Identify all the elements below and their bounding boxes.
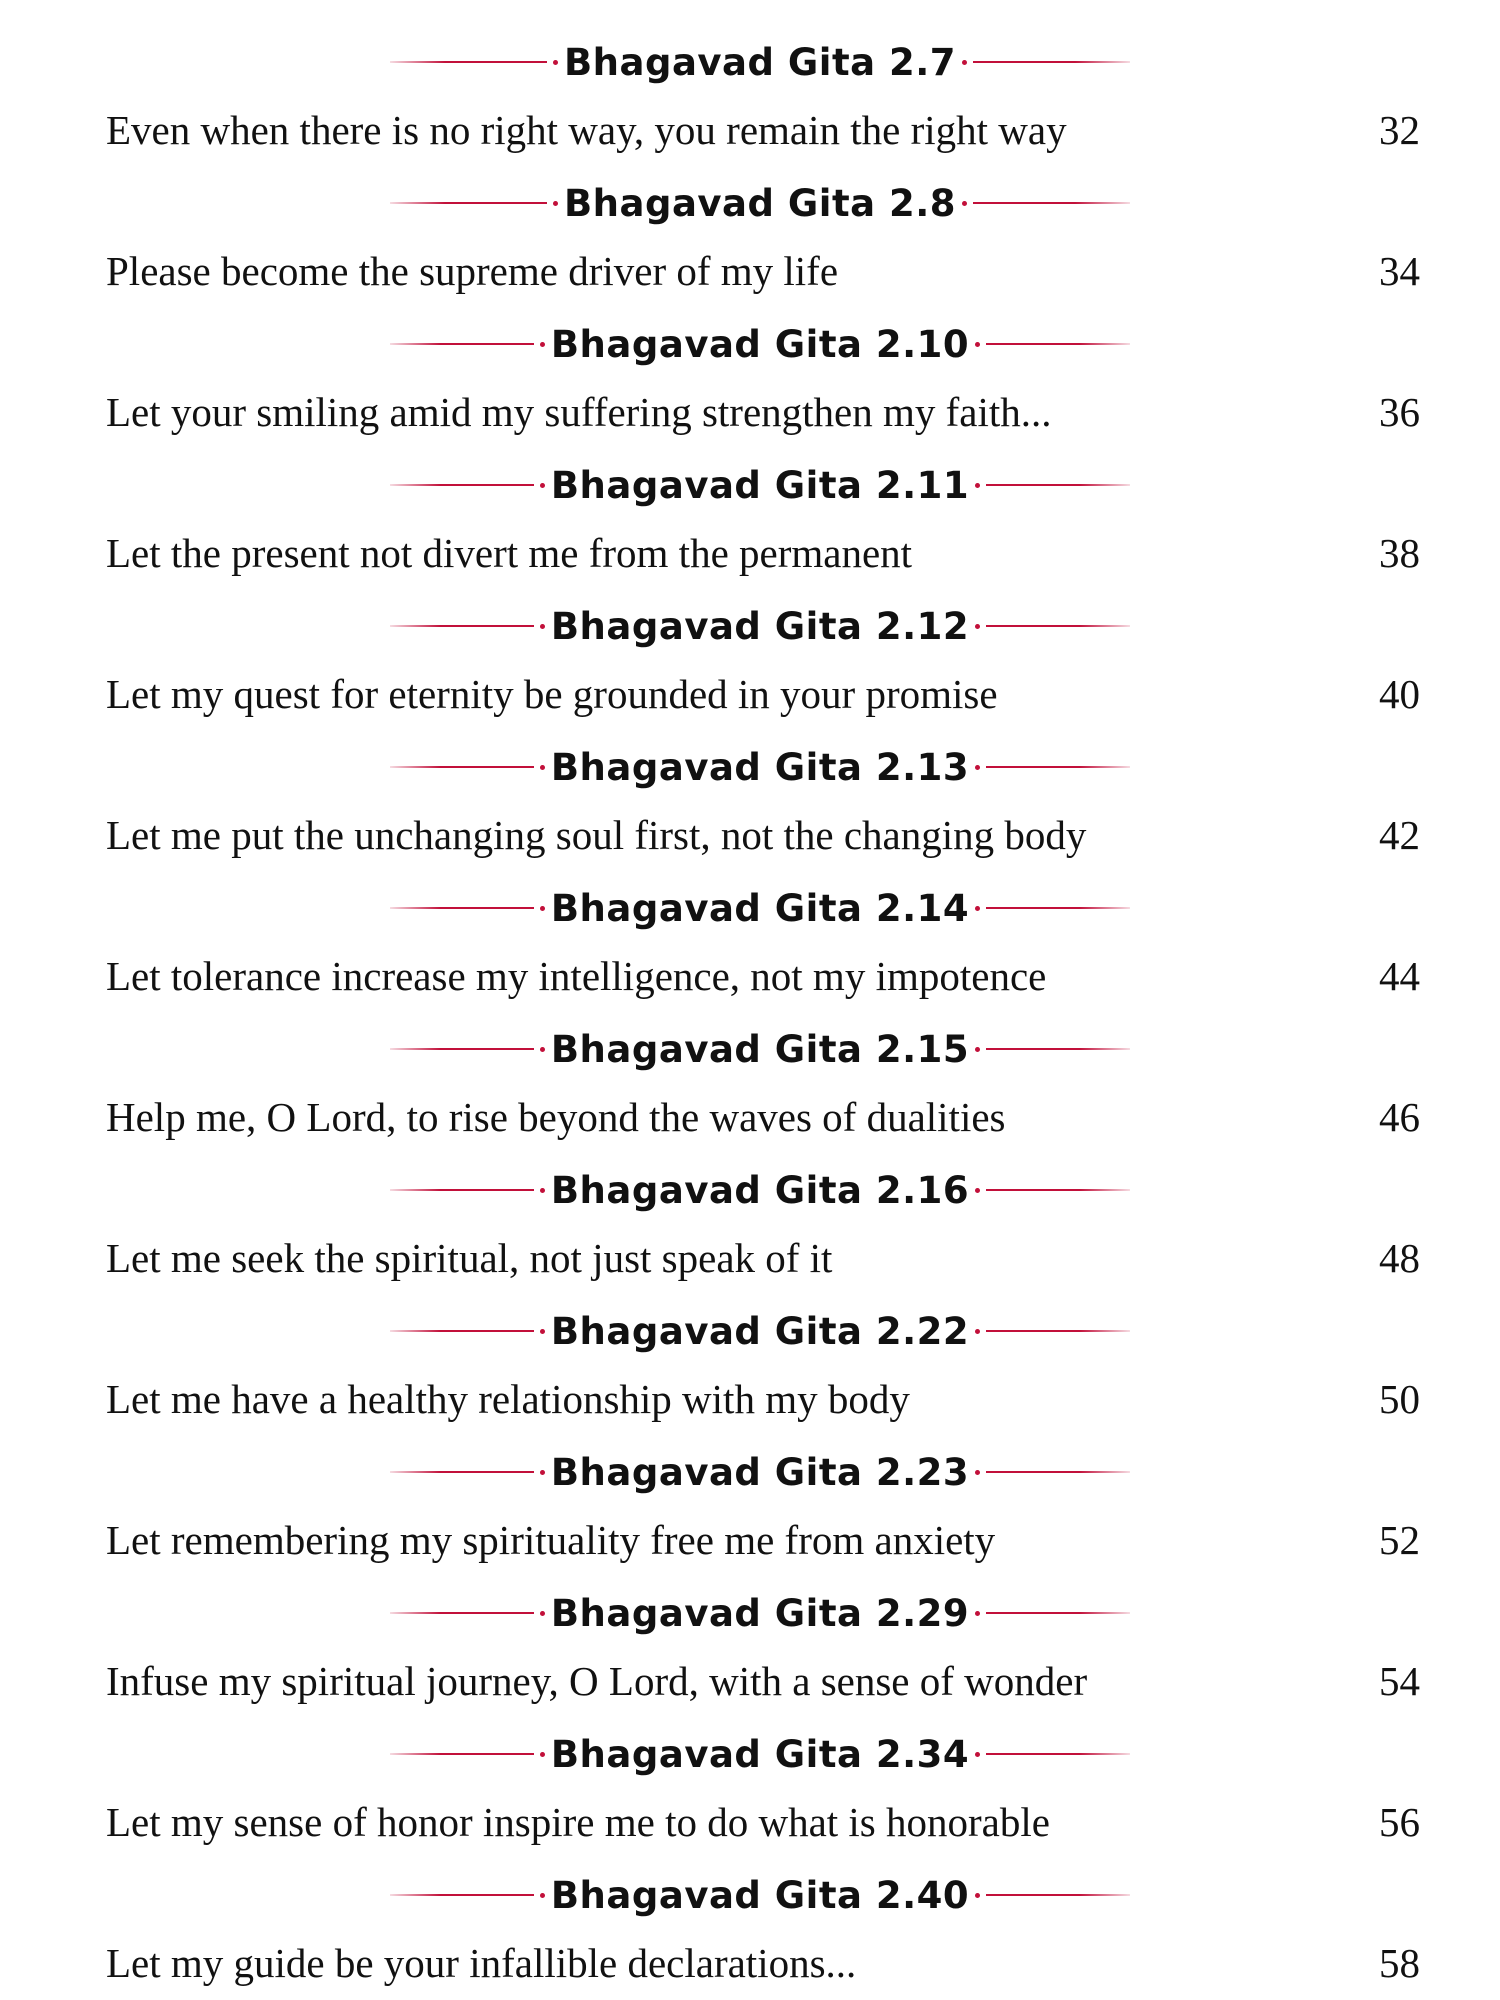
right-divider-rule bbox=[986, 1048, 1130, 1050]
bullet-dot bbox=[540, 765, 545, 770]
verse-heading bbox=[0, 1577, 1500, 1647]
verse-heading bbox=[0, 26, 1500, 96]
chapter-title: Let my quest for eternity be grounded in your promise bbox=[106, 671, 998, 717]
verse-heading bbox=[0, 1154, 1500, 1224]
toc-entry bbox=[0, 1436, 1500, 1577]
chapter-title: Help me, O Lord, to rise beyond the waves of dualities bbox=[106, 1094, 1006, 1140]
toc-entry bbox=[0, 731, 1500, 872]
left-divider-rule bbox=[390, 1330, 534, 1332]
chapter-title-row[interactable] bbox=[0, 1931, 1500, 1995]
verse-reference: Bhagavad Gita 2.11 bbox=[550, 463, 970, 507]
left-divider-rule bbox=[390, 766, 534, 768]
left-divider-rule bbox=[390, 1753, 534, 1755]
left-divider-rule bbox=[390, 1894, 534, 1896]
chapter-title: Infuse my spiritual journey, O Lord, with a sense of wonder bbox=[106, 1658, 1088, 1704]
left-divider-rule bbox=[390, 907, 534, 909]
chapter-title: Let me have a healthy relationship with my body bbox=[106, 1376, 910, 1422]
bullet-dot bbox=[975, 342, 980, 347]
bullet-dot bbox=[553, 201, 558, 206]
page-number: 42 bbox=[1379, 812, 1420, 858]
page-number: 52 bbox=[1379, 1517, 1420, 1563]
page-number: 32 bbox=[1379, 107, 1420, 153]
toc-entry bbox=[0, 1577, 1500, 1718]
left-divider-rule bbox=[390, 1189, 534, 1191]
toc-entry bbox=[0, 26, 1500, 167]
chapter-title-row[interactable] bbox=[0, 239, 1500, 303]
toc-entry bbox=[0, 449, 1500, 590]
chapter-title-row[interactable] bbox=[0, 944, 1500, 1008]
verse-heading bbox=[0, 167, 1500, 237]
right-divider-rule bbox=[986, 1753, 1130, 1755]
right-divider-rule bbox=[986, 766, 1130, 768]
bullet-dot bbox=[975, 1188, 980, 1193]
chapter-title-row[interactable] bbox=[0, 662, 1500, 726]
chapter-title: Let remembering my spirituality free me from anxiety bbox=[106, 1517, 996, 1563]
page-number: 54 bbox=[1379, 1658, 1420, 1704]
right-divider-rule bbox=[986, 343, 1130, 345]
right-divider-rule bbox=[973, 61, 1130, 63]
bullet-dot bbox=[975, 1047, 980, 1052]
verse-reference: Bhagavad Gita 2.8 bbox=[563, 181, 957, 225]
page-number: 34 bbox=[1379, 248, 1420, 294]
bullet-dot bbox=[962, 60, 967, 65]
right-divider-rule bbox=[986, 1330, 1130, 1332]
toc-entry bbox=[0, 1154, 1500, 1295]
bullet-dot bbox=[540, 624, 545, 629]
bullet-dot bbox=[540, 1752, 545, 1757]
bullet-dot bbox=[975, 765, 980, 770]
chapter-title: Please become the supreme driver of my life bbox=[106, 248, 839, 294]
page-number: 36 bbox=[1379, 389, 1420, 435]
chapter-title-row[interactable] bbox=[0, 1508, 1500, 1572]
page-number: 50 bbox=[1379, 1376, 1420, 1422]
bullet-dot bbox=[975, 1611, 980, 1616]
bullet-dot bbox=[975, 1893, 980, 1898]
toc-entry bbox=[0, 872, 1500, 1013]
bullet-dot bbox=[553, 60, 558, 65]
left-divider-rule bbox=[390, 1048, 534, 1050]
right-divider-rule bbox=[986, 484, 1130, 486]
verse-heading bbox=[0, 731, 1500, 801]
bullet-dot bbox=[540, 342, 545, 347]
verse-heading bbox=[0, 1859, 1500, 1929]
table-of-contents bbox=[0, 26, 1500, 2000]
verse-reference: Bhagavad Gita 2.13 bbox=[550, 745, 970, 789]
page-number: 58 bbox=[1379, 1940, 1420, 1986]
left-divider-rule bbox=[390, 202, 547, 204]
verse-heading bbox=[0, 449, 1500, 519]
chapter-title: Let me put the unchanging soul first, not the changing body bbox=[106, 812, 1087, 858]
left-divider-rule bbox=[390, 343, 534, 345]
toc-entry bbox=[0, 1013, 1500, 1154]
verse-heading bbox=[0, 1718, 1500, 1788]
bullet-dot bbox=[540, 1893, 545, 1898]
verse-reference: Bhagavad Gita 2.12 bbox=[550, 604, 970, 648]
left-divider-rule bbox=[390, 484, 534, 486]
page-number: 40 bbox=[1379, 671, 1420, 717]
toc-entry bbox=[0, 590, 1500, 731]
left-divider-rule bbox=[390, 1612, 534, 1614]
bullet-dot bbox=[540, 483, 545, 488]
chapter-title: Let my guide be your infallible declarations... bbox=[106, 1940, 857, 1986]
bullet-dot bbox=[975, 483, 980, 488]
right-divider-rule bbox=[986, 625, 1130, 627]
chapter-title: Let tolerance increase my intelligence, not my impotence bbox=[106, 953, 1047, 999]
page-number: 44 bbox=[1379, 953, 1420, 999]
verse-heading bbox=[0, 1436, 1500, 1506]
right-divider-rule bbox=[986, 1612, 1130, 1614]
chapter-title: Let the present not divert me from the permanent bbox=[106, 530, 913, 576]
verse-heading bbox=[0, 1013, 1500, 1083]
chapter-title-row[interactable] bbox=[0, 98, 1500, 162]
verse-heading bbox=[0, 590, 1500, 660]
toc-entry bbox=[0, 308, 1500, 449]
toc-entry bbox=[0, 167, 1500, 308]
chapter-title: Even when there is no right way, you remain the right way bbox=[106, 107, 1067, 153]
chapter-title-row[interactable] bbox=[0, 380, 1500, 444]
bullet-dot bbox=[975, 1329, 980, 1334]
right-divider-rule bbox=[986, 1471, 1130, 1473]
verse-reference: Bhagavad Gita 2.16 bbox=[550, 1168, 970, 1212]
verse-reference: Bhagavad Gita 2.29 bbox=[550, 1591, 970, 1635]
chapter-title-row[interactable] bbox=[0, 521, 1500, 585]
page-number: 38 bbox=[1379, 530, 1420, 576]
chapter-title: Let me seek the spiritual, not just speak of it bbox=[106, 1235, 833, 1281]
verse-reference: Bhagavad Gita 2.7 bbox=[563, 40, 957, 84]
chapter-title: Let your smiling amid my suffering strengthen my faith... bbox=[106, 389, 1052, 435]
chapter-title-row[interactable] bbox=[0, 803, 1500, 867]
verse-reference: Bhagavad Gita 2.22 bbox=[550, 1309, 970, 1353]
bullet-dot bbox=[975, 1752, 980, 1757]
right-divider-rule bbox=[986, 1189, 1130, 1191]
bullet-dot bbox=[540, 1611, 545, 1616]
toc-entry bbox=[0, 1859, 1500, 2000]
verse-heading bbox=[0, 1295, 1500, 1365]
verse-reference: Bhagavad Gita 2.40 bbox=[550, 1873, 970, 1917]
left-divider-rule bbox=[390, 625, 534, 627]
chapter-title: Let my sense of honor inspire me to do what is honorable bbox=[106, 1799, 1050, 1845]
verse-heading bbox=[0, 872, 1500, 942]
bullet-dot bbox=[975, 624, 980, 629]
bullet-dot bbox=[962, 201, 967, 206]
bullet-dot bbox=[540, 1188, 545, 1193]
right-divider-rule bbox=[986, 907, 1130, 909]
bullet-dot bbox=[540, 1047, 545, 1052]
bullet-dot bbox=[975, 906, 980, 911]
chapter-title-row[interactable] bbox=[0, 1649, 1500, 1713]
toc-entry bbox=[0, 1295, 1500, 1436]
chapter-title-row[interactable] bbox=[0, 1085, 1500, 1149]
right-divider-rule bbox=[973, 202, 1130, 204]
chapter-title-row[interactable] bbox=[0, 1367, 1500, 1431]
left-divider-rule bbox=[390, 61, 547, 63]
right-divider-rule bbox=[986, 1894, 1130, 1896]
verse-reference: Bhagavad Gita 2.10 bbox=[550, 322, 970, 366]
page-number: 56 bbox=[1379, 1799, 1420, 1845]
verse-reference: Bhagavad Gita 2.15 bbox=[550, 1027, 970, 1071]
page-number: 46 bbox=[1379, 1094, 1420, 1140]
chapter-title-row[interactable] bbox=[0, 1790, 1500, 1854]
left-divider-rule bbox=[390, 1471, 534, 1473]
verse-reference: Bhagavad Gita 2.23 bbox=[550, 1450, 970, 1494]
verse-heading bbox=[0, 308, 1500, 378]
bullet-dot bbox=[975, 1470, 980, 1475]
toc-entry bbox=[0, 1718, 1500, 1859]
chapter-title-row[interactable] bbox=[0, 1226, 1500, 1290]
bullet-dot bbox=[540, 1329, 545, 1334]
verse-reference: Bhagavad Gita 2.14 bbox=[550, 886, 970, 930]
bullet-dot bbox=[540, 1470, 545, 1475]
bullet-dot bbox=[540, 906, 545, 911]
page-number: 48 bbox=[1379, 1235, 1420, 1281]
verse-reference: Bhagavad Gita 2.34 bbox=[550, 1732, 970, 1776]
